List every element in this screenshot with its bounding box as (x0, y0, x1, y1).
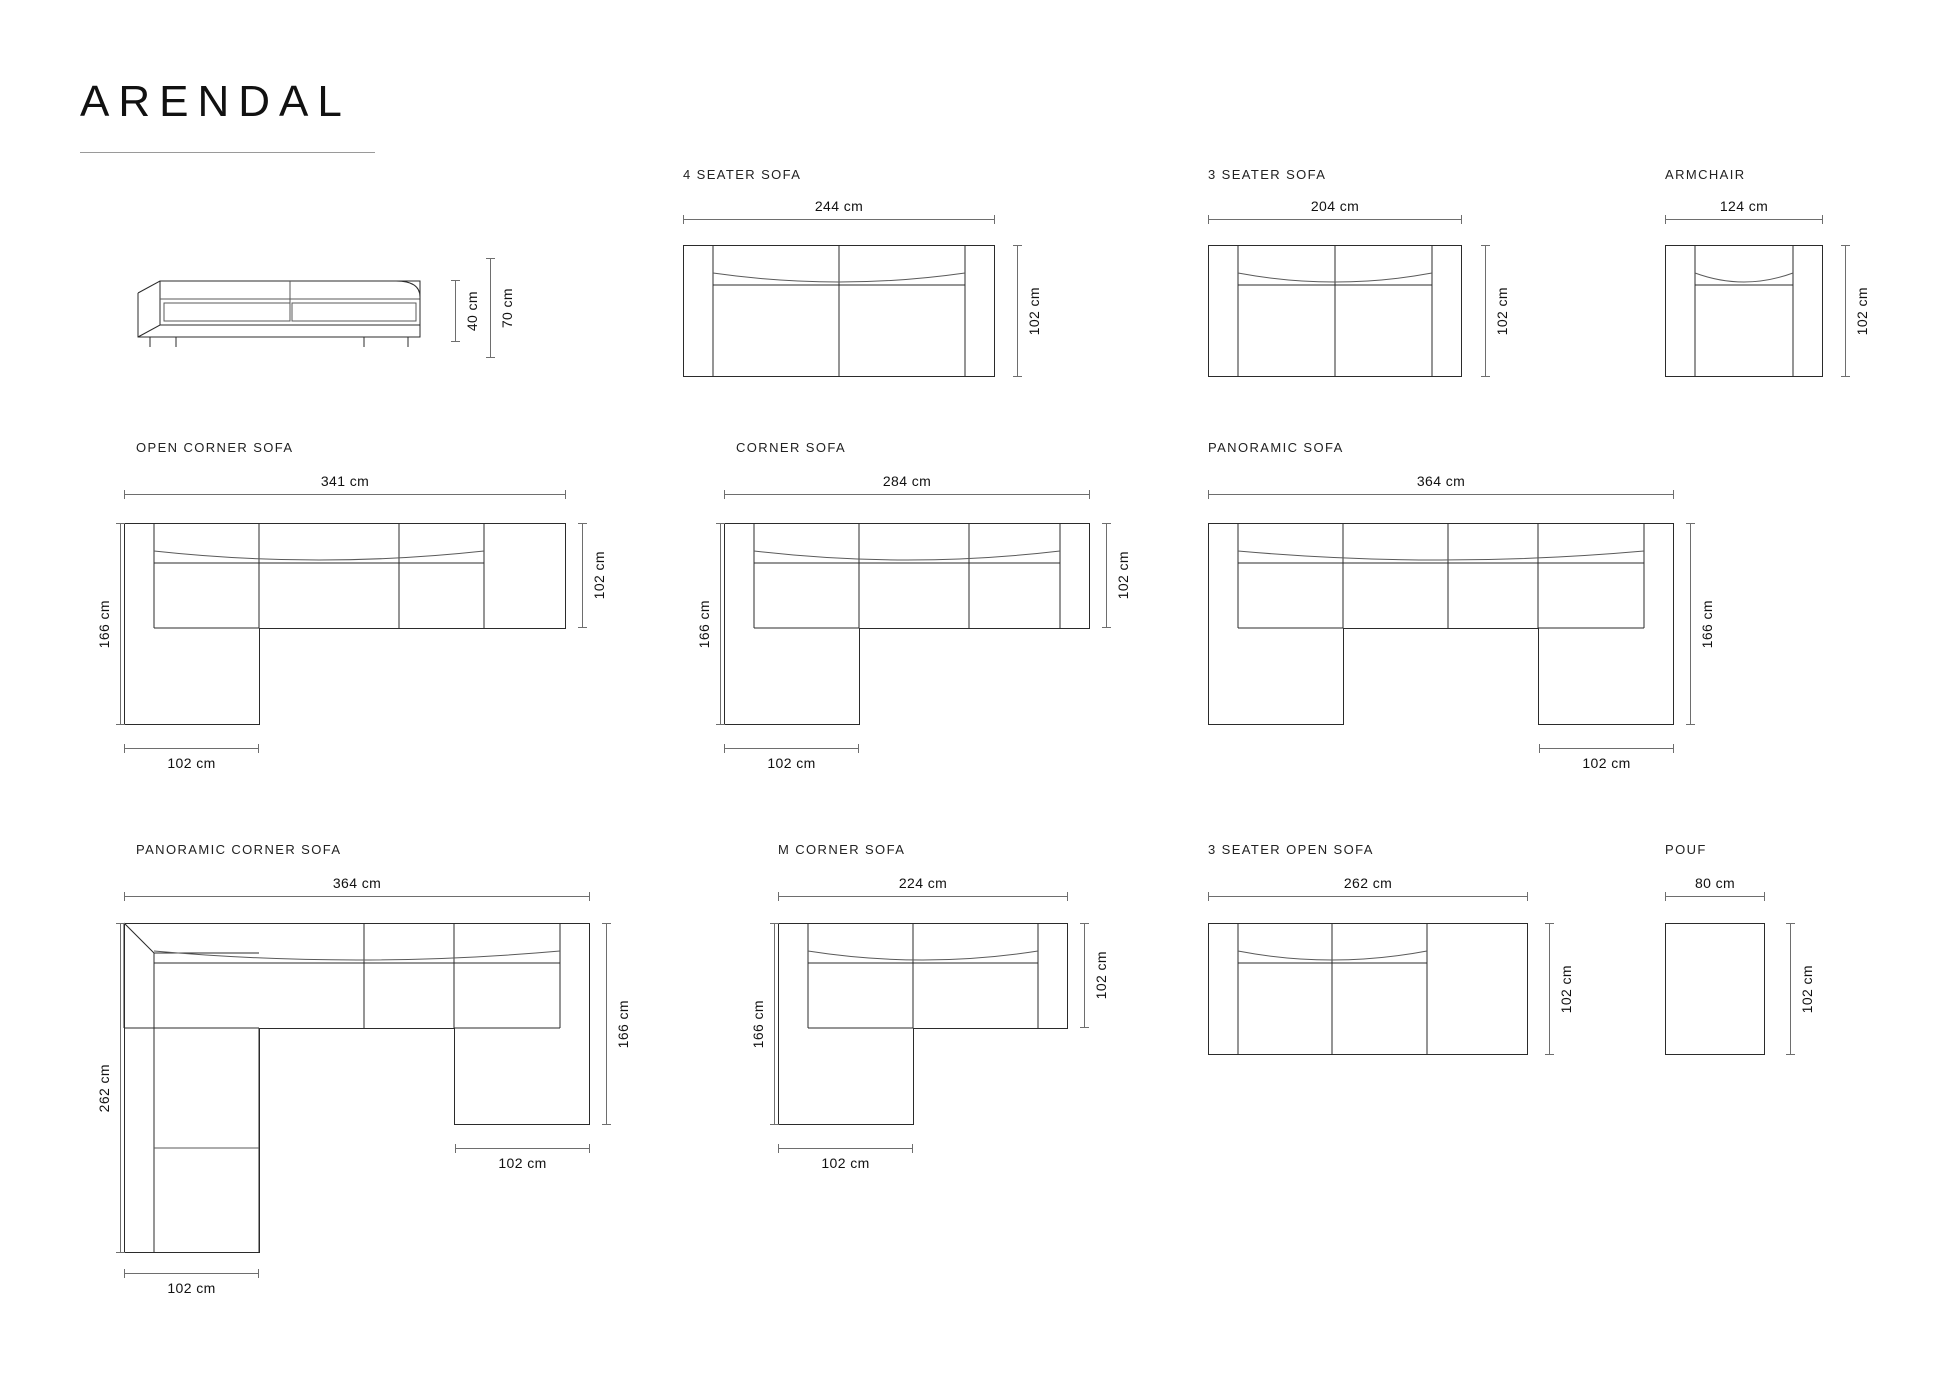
arm-width-value-open-corner-sofa: 102 cm (167, 755, 216, 771)
width-dim-panoramic-sofa (1208, 473, 1674, 495)
width-value-three-seater-open-sofa: 262 cm (1343, 875, 1393, 891)
label-three-seater-open-sofa: 3 SEATER OPEN SOFA (1208, 842, 1374, 857)
plan-corner-sofa (724, 523, 1090, 725)
label-three-seater-sofa: 3 SEATER SOFA (1208, 167, 1327, 182)
width-dim-pouf (1665, 875, 1765, 897)
plan-panoramic-sofa (1208, 523, 1674, 725)
label-pouf: POUF (1665, 842, 1707, 857)
label-open-corner-sofa: OPEN CORNER SOFA (136, 440, 294, 455)
plan-pouf (1665, 923, 1765, 1055)
width-dim-armchair (1665, 198, 1823, 220)
arm-width-value-panoramic-sofa: 102 cm (1582, 755, 1631, 771)
arm-width-dim-m-corner-sofa (778, 1148, 913, 1171)
arm-width-dim-panoramic-sofa (1539, 748, 1674, 771)
plan-four-seater-sofa (683, 245, 995, 377)
arm-width-dim-corner-sofa (724, 748, 859, 771)
depth-dim-three-seater-sofa (1485, 245, 1510, 377)
depth-dim-panoramic-sofa (1690, 523, 1715, 725)
left-depth-value-open-corner-sofa: 166 cm (96, 599, 112, 649)
right-arm-width-value-panoramic-corner-sofa: 102 cm (498, 1155, 547, 1171)
plan-panoramic-corner-sofa (124, 923, 590, 1253)
depth-dim-pouf (1790, 923, 1815, 1055)
depth-value-four-seater-sofa: 102 cm (1026, 286, 1042, 336)
width-dim-corner-sofa (724, 473, 1090, 495)
width-dim-four-seater-sofa (683, 198, 995, 220)
depth-value-armchair: 102 cm (1854, 286, 1870, 336)
left-depth-value-panoramic-corner-sofa: 262 cm (96, 1063, 112, 1113)
width-value-corner-sofa: 284 cm (882, 473, 932, 489)
depth-value-m-corner-sofa: 102 cm (1093, 951, 1109, 1000)
left-depth-value-m-corner-sofa: 166 cm (750, 999, 766, 1049)
width-value-four-seater-sofa: 244 cm (814, 198, 864, 214)
perspective-total-height-dim (490, 258, 515, 358)
page-title: ARENDAL (80, 77, 351, 126)
width-value-panoramic-corner-sofa: 364 cm (332, 875, 382, 891)
plan-three-seater-open-sofa (1208, 923, 1528, 1055)
width-dim-panoramic-corner-sofa (124, 875, 590, 897)
left-depth-dim-corner-sofa (696, 523, 721, 725)
depth-value-open-corner-sofa: 102 cm (591, 551, 607, 600)
left-depth-value-corner-sofa: 166 cm (696, 599, 712, 649)
label-panoramic-sofa: PANORAMIC SOFA (1208, 440, 1344, 455)
perspective-seat-height-value: 40 cm (464, 290, 480, 332)
depth-dim-corner-sofa (1106, 523, 1131, 628)
depth-dim-m-corner-sofa (1084, 923, 1109, 1028)
plan-open-corner-sofa (124, 523, 566, 725)
plan-three-seater-sofa (1208, 245, 1462, 377)
plan-m-corner-sofa (778, 923, 1068, 1125)
depth-dim-four-seater-sofa (1017, 245, 1042, 377)
depth-value-panoramic-sofa: 166 cm (1699, 599, 1715, 649)
depth-value-three-seater-sofa: 102 cm (1494, 286, 1510, 336)
width-dim-open-corner-sofa (124, 473, 566, 495)
left-depth-dim-panoramic-corner-sofa (96, 923, 121, 1253)
label-m-corner-sofa: M CORNER SOFA (778, 842, 906, 857)
depth-value-pouf: 102 cm (1799, 964, 1815, 1014)
right-arm-width-dim-panoramic-corner-sofa (455, 1148, 590, 1171)
title-block (80, 77, 375, 153)
width-dim-three-seater-open-sofa (1208, 875, 1528, 897)
width-value-panoramic-sofa: 364 cm (1416, 473, 1466, 489)
perspective-sofa-drawing (120, 255, 430, 365)
depth-value-panoramic-corner-sofa: 166 cm (615, 999, 631, 1049)
depth-dim-open-corner-sofa (582, 523, 607, 628)
arm-width-value-corner-sofa: 102 cm (767, 755, 816, 771)
width-value-three-seater-sofa: 204 cm (1310, 198, 1360, 214)
depth-value-three-seater-open-sofa: 102 cm (1558, 964, 1574, 1014)
width-value-m-corner-sofa: 224 cm (898, 875, 948, 891)
perspective-total-height-value: 70 cm (499, 287, 515, 329)
width-value-armchair: 124 cm (1719, 198, 1769, 214)
depth-value-corner-sofa: 102 cm (1115, 551, 1131, 600)
plan-armchair (1665, 245, 1823, 377)
title-divider (80, 152, 375, 153)
perspective-seat-height-dim (455, 280, 480, 342)
left-depth-dim-m-corner-sofa (750, 923, 775, 1125)
depth-dim-armchair (1845, 245, 1870, 377)
width-value-pouf: 80 cm (1694, 875, 1736, 891)
arm-width-value-panoramic-corner-sofa: 102 cm (167, 1280, 216, 1296)
label-panoramic-corner-sofa: PANORAMIC CORNER SOFA (136, 842, 342, 857)
depth-dim-three-seater-open-sofa (1549, 923, 1574, 1055)
arm-width-dim-open-corner-sofa (124, 748, 259, 771)
width-dim-m-corner-sofa (778, 875, 1068, 897)
width-value-open-corner-sofa: 341 cm (320, 473, 370, 489)
depth-dim-panoramic-corner-sofa (606, 923, 631, 1125)
left-depth-dim-open-corner-sofa (96, 523, 121, 725)
label-armchair: ARMCHAIR (1665, 167, 1746, 182)
width-dim-three-seater-sofa (1208, 198, 1462, 220)
label-four-seater-sofa: 4 SEATER SOFA (683, 167, 802, 182)
arm-width-value-m-corner-sofa: 102 cm (821, 1155, 870, 1171)
label-corner-sofa: CORNER SOFA (736, 440, 847, 455)
arm-width-dim-panoramic-corner-sofa (124, 1273, 259, 1296)
